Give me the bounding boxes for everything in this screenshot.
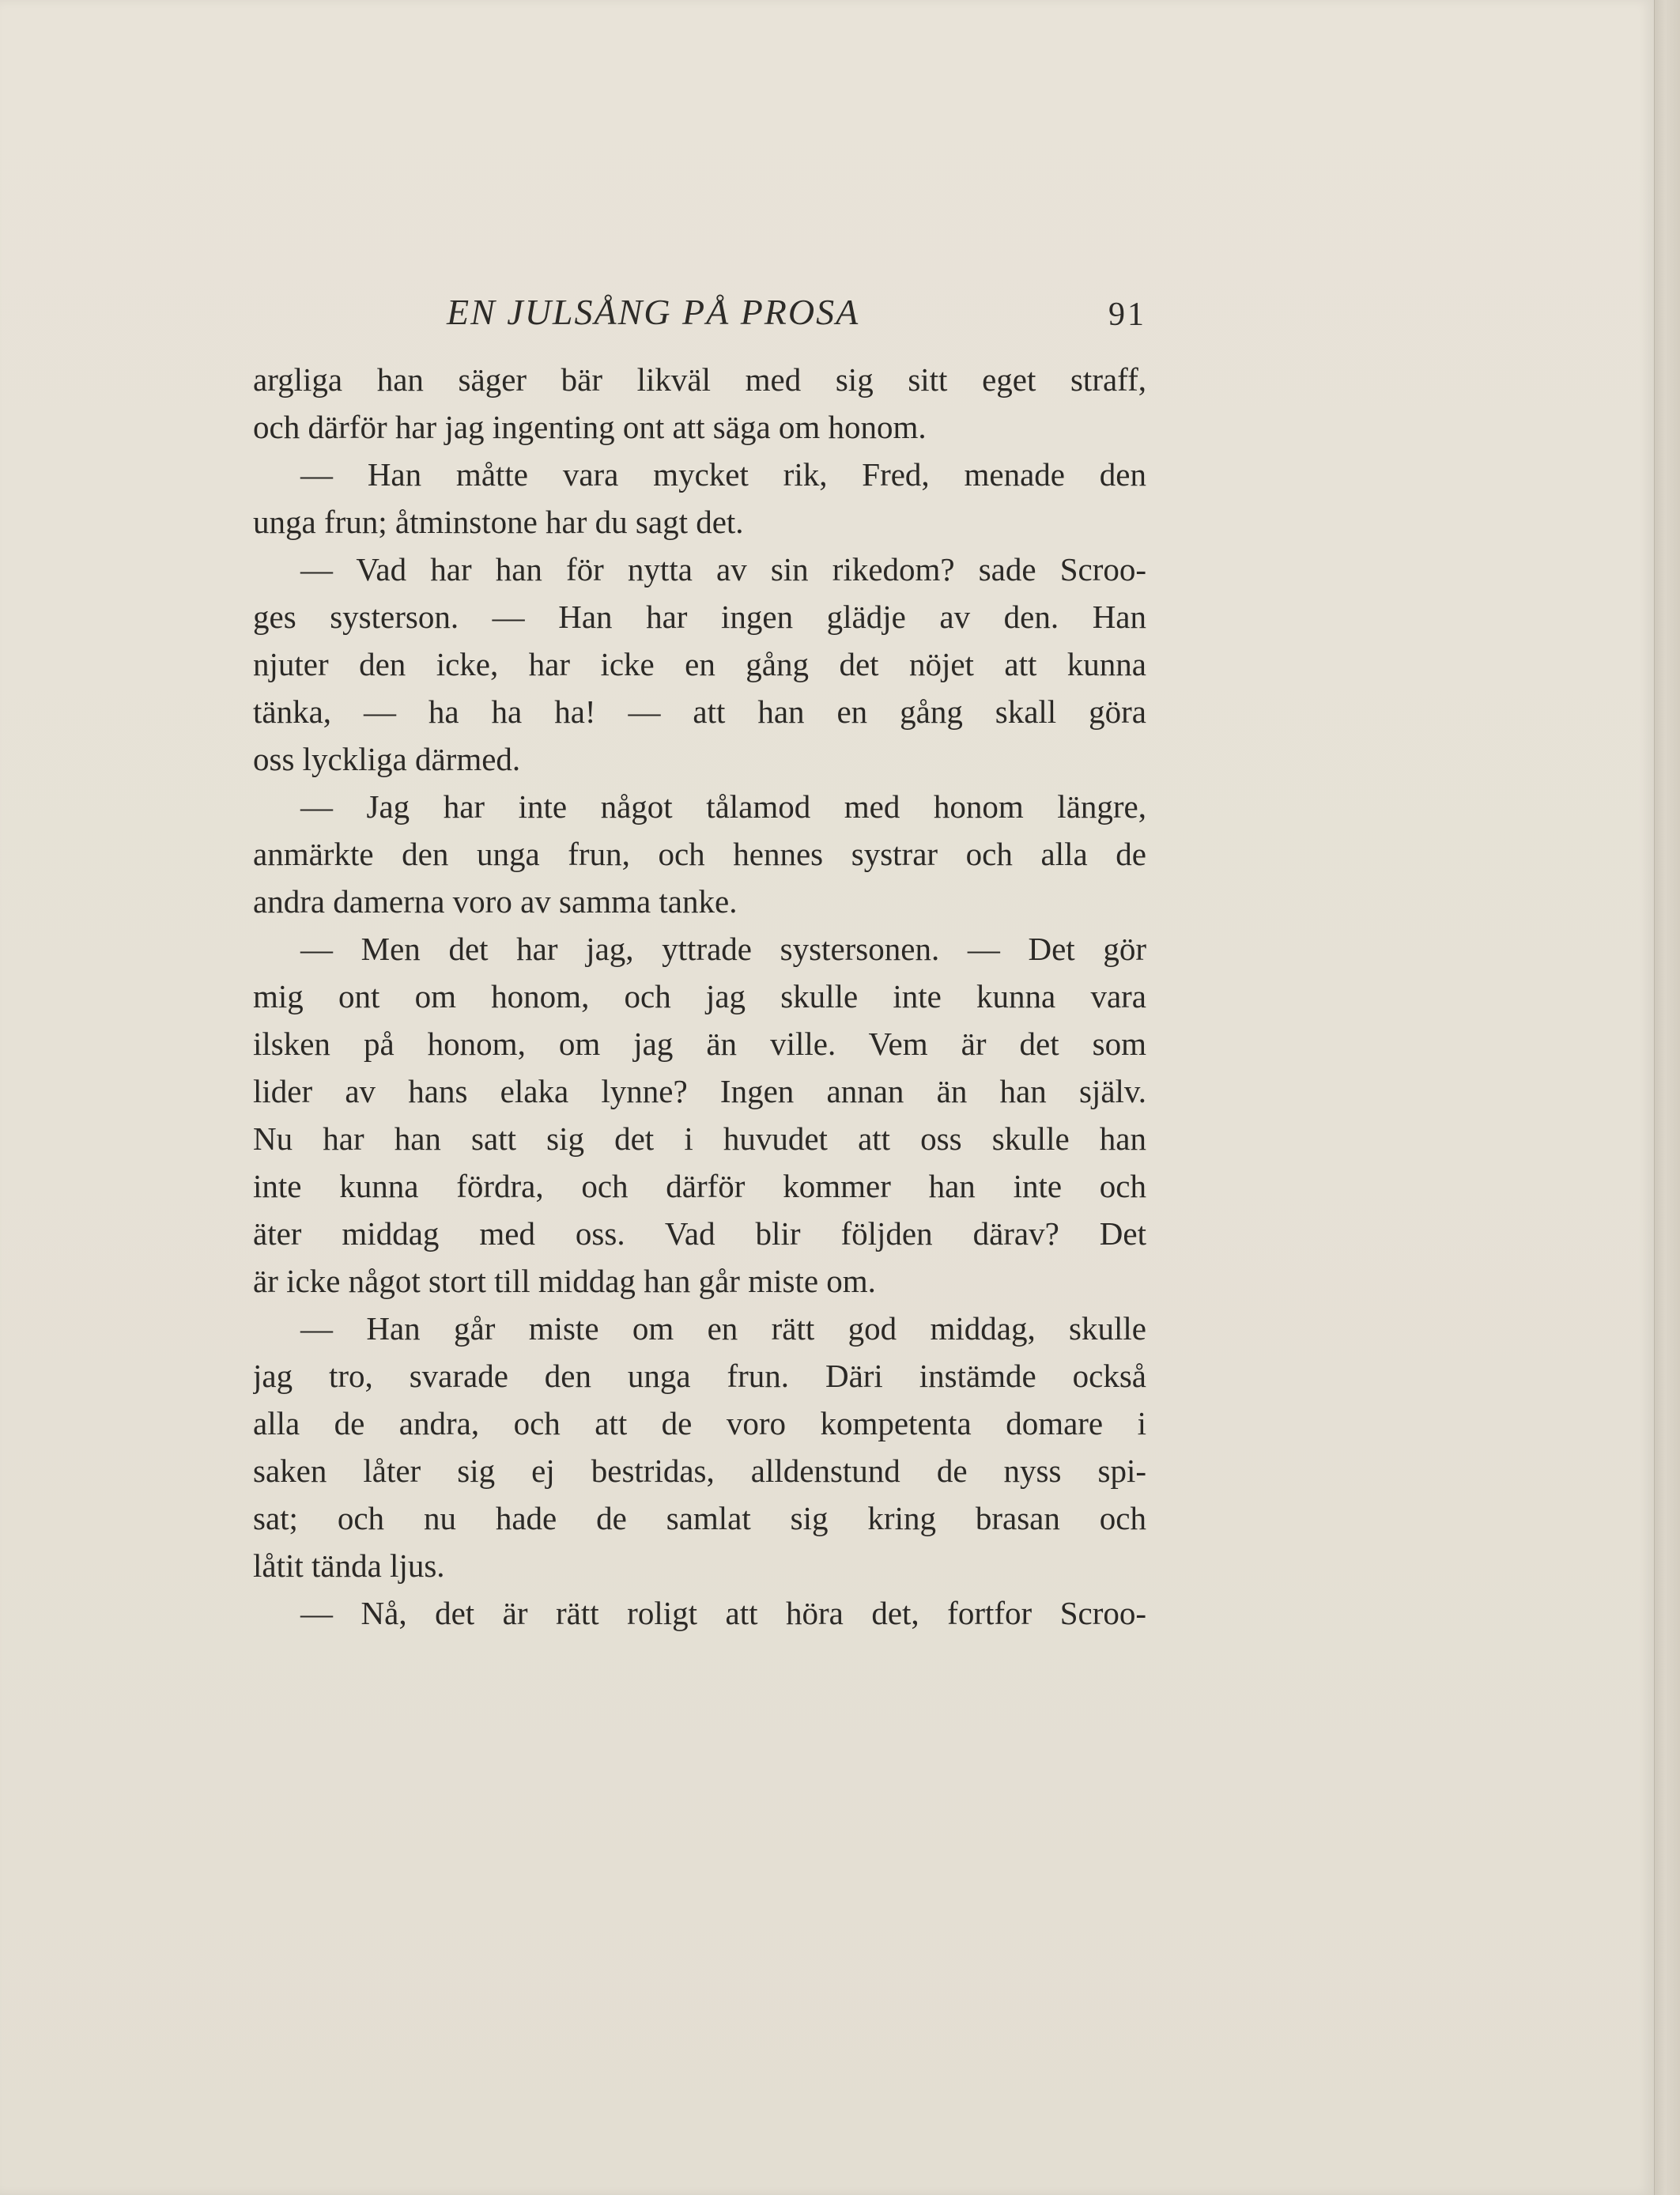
text-line: andra damerna voro av samma tanke.: [253, 883, 738, 920]
text-line: ges systerson. — Han har ingen glädje av den. Han: [253, 599, 1146, 635]
text-line: njuter den icke, har icke en gång det nöjet att kunna: [253, 646, 1146, 682]
text-line: ilsken på honom, om jag än ville. Vem är det som: [253, 1026, 1146, 1062]
text-line: — Jag har inte något tålamod med honom längre,: [300, 788, 1146, 825]
text-line: — Han måtte vara mycket rik, Fred, menade den: [300, 456, 1146, 493]
text-line: och därför har jag ingenting ont att säga om honom.: [253, 409, 927, 445]
text-line: låtit tända ljus.: [253, 1547, 445, 1584]
text-line: sat; och nu hade de samlat sig kring brasan och: [253, 1500, 1146, 1536]
text-line: — Men det har jag, yttrade systersonen. — Det gör: [300, 931, 1146, 967]
text-line: alla de andra, och att de voro kompetenta domare i: [253, 1405, 1146, 1441]
text-line: — Han går miste om en rätt god middag, skulle: [300, 1310, 1146, 1347]
text-line: jag tro, svarade den unga frun. Däri instämde också: [253, 1358, 1146, 1394]
text-line: inte kunna fördra, och därför kommer han inte och: [253, 1168, 1146, 1204]
text-line: — Nå, det är rätt roligt att höra det, fortfor Scroo-: [300, 1595, 1146, 1631]
body-text: [253, 356, 1146, 1637]
text-line: anmärkte den unga frun, och hennes systrar och alla de: [253, 836, 1146, 872]
running-title: EN JULSÅNG PÅ PROSA: [447, 292, 860, 332]
text-line: argliga han säger bär likväl med sig sitt eget straff,: [253, 361, 1146, 398]
text-line: saken låter sig ej bestridas, alldenstund de nyss spi-: [253, 1453, 1146, 1489]
text-line: — Vad har han för nytta av sin rikedom? sade Scroo-: [300, 551, 1146, 587]
text-line: Nu har han satt sig det i huvudet att oss skulle han: [253, 1120, 1146, 1157]
text-line: mig ont om honom, och jag skulle inte kunna vara: [253, 978, 1146, 1014]
text-line: är icke något stort till middag han går miste om.: [253, 1263, 876, 1299]
text-line: unga frun; åtminstone har du sagt det.: [253, 504, 744, 540]
page-edge: [1654, 0, 1680, 2195]
page-number: 91: [1108, 297, 1146, 333]
running-head: [253, 291, 1146, 338]
text-line: oss lyckliga därmed.: [253, 741, 521, 777]
text-line: äter middag med oss. Vad blir följden därav? Det: [253, 1215, 1146, 1252]
text-line: tänka, — ha ha ha! — att han en gång skall göra: [253, 693, 1146, 730]
text-line: lider av hans elaka lynne? Ingen annan än han själv.: [253, 1073, 1146, 1109]
